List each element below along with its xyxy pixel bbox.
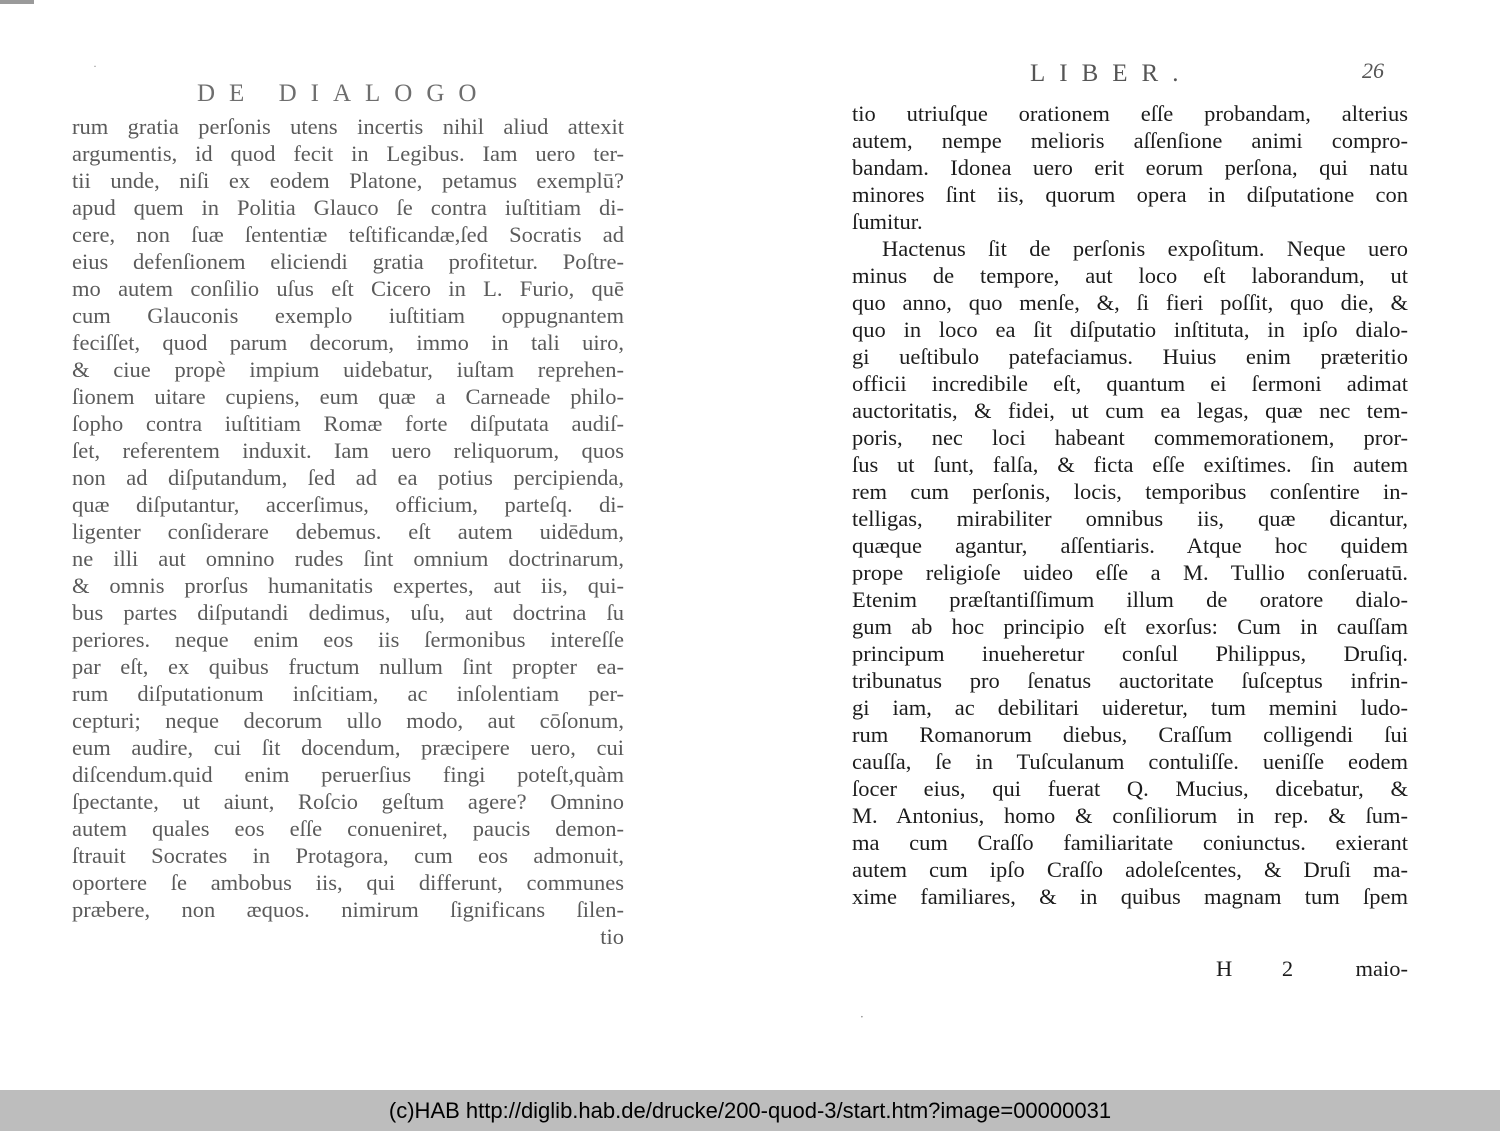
text-line: tribunatus pro ſenatus auctoritate ſuſceptus infrin- — [852, 668, 1408, 693]
text-line: periores. neque enim eos iis ſermonibus intereſſe — [72, 627, 624, 652]
text-line: xime familiares, & in quibus magnam tum ſpem — [852, 884, 1408, 909]
text-line: minus de tempore, aut loco eſt laborandum, ut — [852, 263, 1408, 288]
text-line: bandam. Idonea uero erit eorum perſona, qui natu — [852, 155, 1408, 180]
text-line: M. Antonius, homo & conſiliorum in rep. & ſum- — [852, 803, 1408, 828]
text-line: cauſſa, ſe in Tuſculanum contuliſſe. ueniſſe eodem — [852, 749, 1408, 774]
text-line: rum gratia perſonis utens incertis nihil aliud attexit — [72, 114, 624, 139]
text-line: rem cum perſonis, locis, temporibus conſentire in- — [852, 479, 1408, 504]
footer-url: (c)HAB http://diglib.hab.de/drucke/200-quod-3/start.htm?image=00000031 — [388, 1097, 1112, 1123]
text-line: quæ diſputantur, accerſimus, officium, parteſq. di- — [72, 492, 624, 517]
text-line: ſus ut ſunt, falſa, & ficta eſſe exiſtimes. ſin autem — [852, 452, 1408, 477]
text-line: eius defenſionem eliciendi gratia profitetur. Poſtre- — [72, 249, 624, 274]
text-line: telligas, mirabiliter omnibus iis, quæ dicantur, — [852, 506, 1408, 531]
text-line: mo autem conſilio uſus eſt Cicero in L. Furio, quē — [72, 276, 624, 301]
text-line: ſopho contra iuſtitiam Romæ forte diſputata audiſ- — [72, 411, 624, 436]
signature-mark: H 2 — [1216, 956, 1316, 981]
text-line: cere, non ſuæ ſententiæ teſtificandæ,ſed Socratis ad — [72, 222, 624, 247]
text-line: autem cum ipſo Craſſo adoleſcentes, & Druſi ma- — [852, 857, 1408, 882]
text-line: quo in loco ea ſit diſputatio inſtituta, in ipſo dialo- — [852, 317, 1408, 342]
text-line: ſet, referentem induxit. Iam uero reliquorum, quos — [72, 438, 624, 463]
text-line: feciſſet, quod parum decorum, immo in tali uiro, — [72, 330, 624, 355]
text-line: rum Romanorum diebus, Craſſum colligendi ſui — [852, 722, 1408, 747]
text-line: par eſt, ex quibus fructum nullum ſint propter ea- — [72, 654, 624, 679]
text-line: rum diſputationum inſcitiam, ac inſolentiam per- — [72, 681, 624, 706]
text-line: diſcendum.quid enim peruerſius fingi poteſt,quàm — [72, 762, 624, 787]
text-line: gum ab hoc principio eſt exorſus: Cum in cauſſam — [852, 614, 1408, 639]
text-line: auctoritatis, & fidei, ut cum ea legas, quæ nec tem- — [852, 398, 1408, 423]
text-line: tii unde, niſi ex eodem Platone, petamus exemplū? — [72, 168, 624, 193]
text-line: argumentis, id quod fecit in Legibus. Iam uero ter- — [72, 141, 624, 166]
text-line: cum Glauconis exemplo iuſtitiam oppugnantem — [72, 303, 624, 328]
text-line: quo anno, quo menſe, &, ſi fieri poſſit, quo die, & — [852, 290, 1408, 315]
signature-line — [852, 956, 1408, 983]
footer-bar — [0, 1090, 1500, 1131]
text-line: oportere ſe ambobus iis, qui differunt, communes — [72, 870, 624, 895]
page-number: 26 — [1362, 58, 1384, 83]
text-line: non ad diſputandum, ſed ad ea potius percipienda, — [72, 465, 624, 490]
text-line: ſpectante, ut aiunt, Roſcio geſtum agere? Omnino — [72, 789, 624, 814]
text-line: quæque agantur, aſſentiaris. Atque hoc quidem — [852, 533, 1408, 558]
text-line: gi ueſtibulo patefaciamus. Huius enim præteritio — [852, 344, 1408, 369]
text-line: & omnis prorſus humanitatis expertes, aut iis, qui- — [72, 573, 624, 598]
text-line: ſionem uitare cupiens, eum quæ a Carneade philo- — [72, 384, 624, 409]
text-line: gi iam, ac debilitari uideretur, tum memini ludo- — [852, 695, 1408, 720]
scan-edge-mark — [0, 0, 34, 4]
text-line: præbere, non æquos. nimirum ſignificans ſilen- — [72, 897, 624, 922]
text-line: apud quem in Politia Glauco ſe contra iuſtitiam di- — [72, 195, 624, 220]
right-text-block — [852, 100, 1408, 910]
catchword: maio- — [1355, 956, 1408, 981]
text-line: poris, nec loci habeant commemorationem, pror- — [852, 425, 1408, 450]
text-line: autem quales eos eſſe conueniret, paucis demon- — [72, 816, 624, 841]
ink-speck: ˙ — [92, 64, 98, 78]
text-line: eum audire, cui ſit docendum, præcipere uero, cui — [72, 735, 624, 760]
text-line: officii incredibile eſt, quantum ei ſermoni adimat — [852, 371, 1408, 396]
text-line: minores ſint iis, quorum opera in diſputatione con — [852, 182, 1408, 207]
text-line: bus partes diſputandi dedimus, uſu, aut doctrina ſu — [72, 600, 624, 625]
left-page — [0, 0, 750, 1090]
text-line: & ciue propè impium uidebatur, iuſtam reprehen- — [72, 357, 624, 382]
ink-speck: · — [860, 1010, 864, 1024]
left-running-head: DE DIALOGO — [197, 80, 491, 107]
text-line: ſtrauit Socrates in Protagora, cum eos admonuit, — [72, 843, 624, 868]
text-line: ne illi aut omnino rudes ſint omnium doctrinarum, — [72, 546, 624, 571]
text-line: tio — [600, 924, 624, 949]
text-line: autem, nempe melioris aſſenſione animi compro- — [852, 128, 1408, 153]
right-running-head: LIBER. — [1030, 60, 1193, 87]
text-line: Hactenus ſit de perſonis expoſitum. Neque uero — [882, 236, 1408, 261]
text-line: ligenter conſiderare debemus. eſt autem uidēdum, — [72, 519, 624, 544]
text-line: tio utriuſque orationem eſſe probandam, alterius — [852, 101, 1408, 126]
text-line: ſumitur. — [852, 209, 923, 234]
right-page — [750, 0, 1500, 1090]
left-text-block — [72, 113, 624, 950]
text-line: cepturi; neque decorum ullo modo, aut cōſonum, — [72, 708, 624, 733]
text-line: ma cum Craſſo familiaritate coniunctus. exierant — [852, 830, 1408, 855]
text-line: ſocer eius, qui fuerat Q. Mucius, dicebatur, & — [852, 776, 1408, 801]
text-line: principum inueheretur conſul Philippus, Druſiq. — [852, 641, 1408, 666]
text-line: prope religioſe uideo eſſe a M. Tullio conſeruatū. — [852, 560, 1408, 585]
text-line: Etenim præſtantiſſimum illum de oratore dialo- — [852, 587, 1408, 612]
